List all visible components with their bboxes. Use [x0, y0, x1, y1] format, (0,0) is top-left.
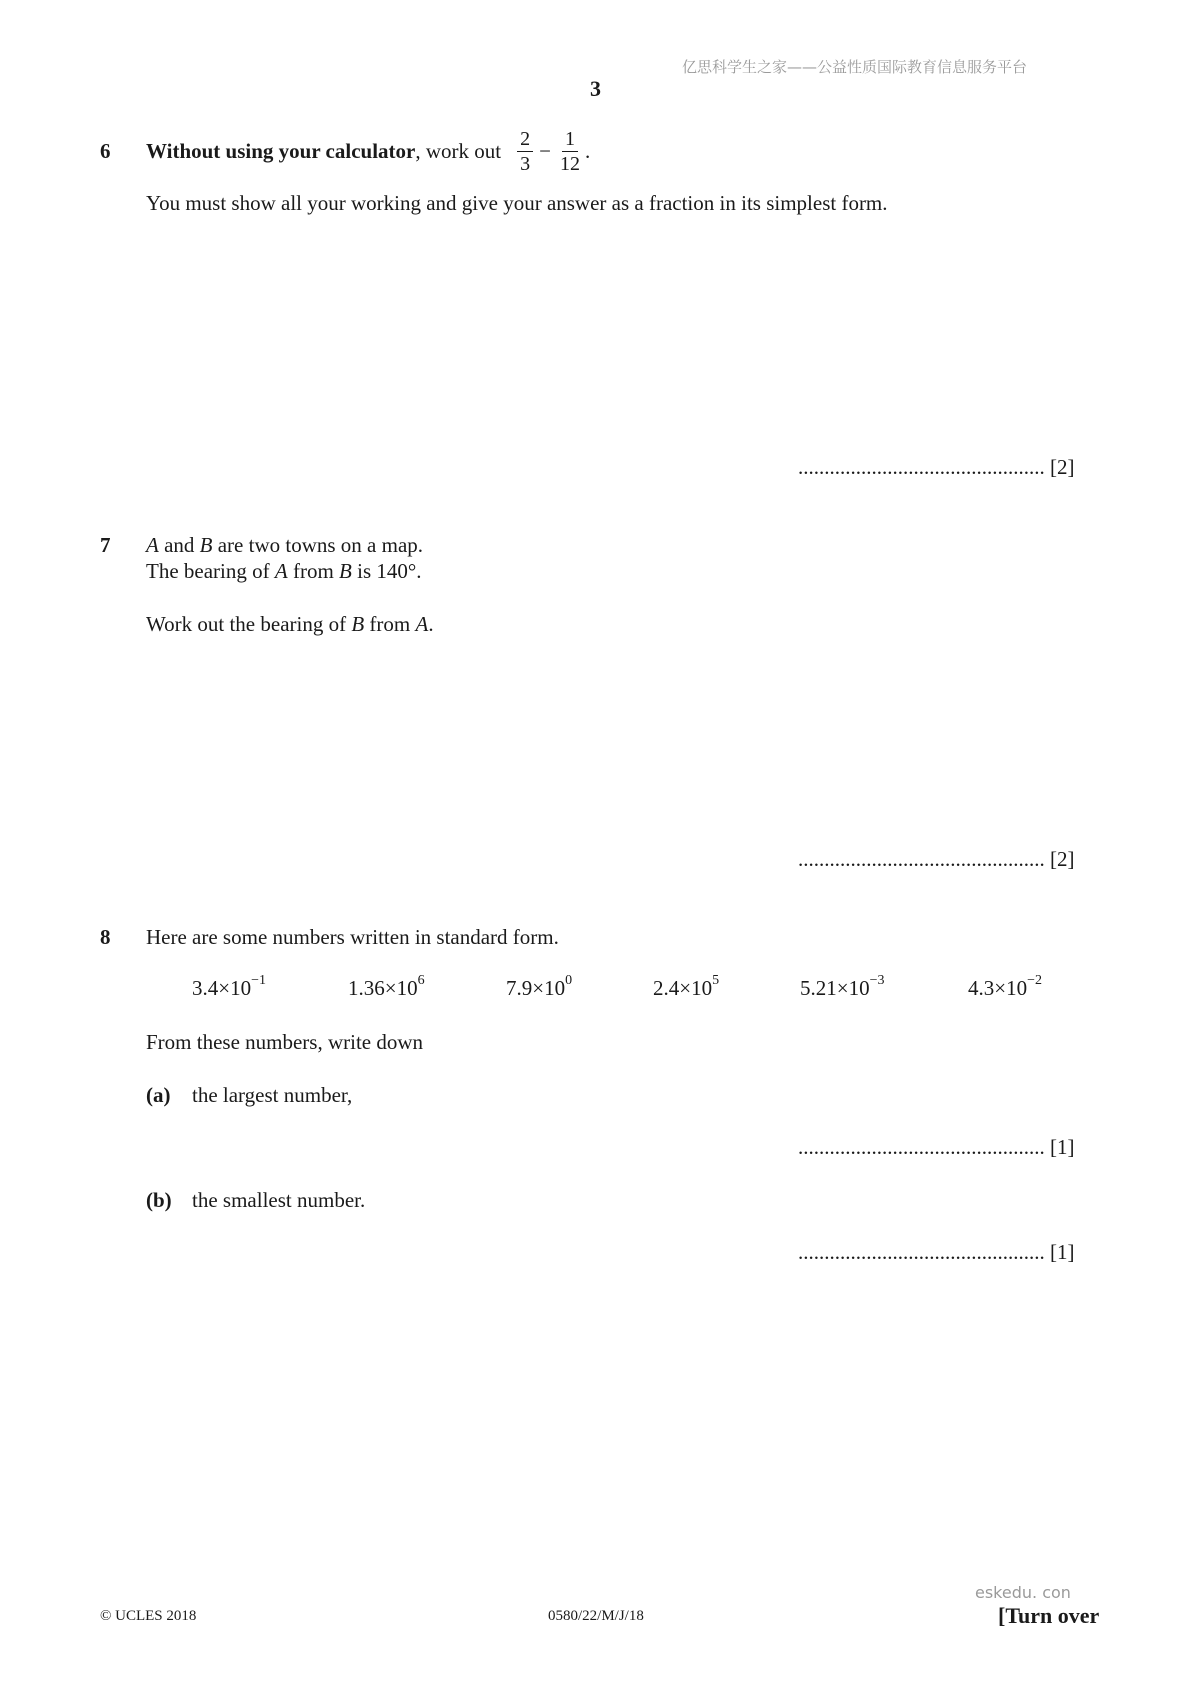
times-sign: ×: [679, 976, 692, 1000]
question-8-intro: Here are some numbers written in standard form.: [146, 925, 559, 949]
fraction-denominator: 12: [559, 152, 580, 175]
times-sign: ×: [218, 976, 231, 1000]
text: The bearing of: [146, 559, 275, 583]
q6-period: .: [584, 138, 591, 163]
marks: [2]: [1050, 455, 1075, 479]
exponent: −3: [869, 973, 885, 988]
question-6-number: 6: [100, 139, 111, 163]
text: from: [364, 612, 416, 636]
text: are two towns on a map.: [212, 533, 424, 557]
base: 10: [230, 976, 252, 1000]
times-sign: ×: [836, 976, 849, 1000]
town-a: A: [415, 612, 429, 636]
question-6-instruction: You must show all your working and give your answer as a fraction in its simplest form.: [146, 191, 888, 215]
standard-form-number: [506, 973, 573, 1001]
town-a: A: [146, 533, 159, 557]
standard-form-number: [653, 973, 720, 1001]
q8a-answer-line[interactable]: [798, 1135, 1075, 1160]
times-sign: ×: [532, 976, 545, 1000]
label: (a): [146, 1083, 171, 1107]
text: and: [158, 533, 200, 557]
answer-dots: ...............................................: [798, 455, 1045, 479]
standard-form-number: [348, 973, 425, 1001]
minus-sign: −: [539, 138, 551, 163]
mantissa: 7.9: [506, 976, 533, 1000]
paper-code: 0580/22/M/J/18: [548, 1608, 644, 1624]
q8b-answer-line[interactable]: [798, 1240, 1075, 1265]
q6-bold-lead: Without using your calculator: [146, 138, 416, 163]
question-6-prompt: [146, 126, 590, 176]
label: (b): [146, 1188, 172, 1212]
question-8-number: 8: [100, 925, 111, 949]
exponent: 5: [712, 973, 720, 988]
town-b: B: [199, 533, 213, 557]
standard-form-number: [800, 973, 885, 1001]
question-7-line-2: [146, 559, 422, 584]
fraction-denominator: 3: [520, 152, 531, 175]
fraction-one-twelfth: [557, 129, 583, 174]
base: 10: [396, 976, 418, 1000]
mantissa: 4.3: [968, 976, 995, 1000]
part-b-text: the smallest number.: [192, 1188, 366, 1212]
marks: [1]: [1050, 1135, 1075, 1159]
fraction-numerator: 2: [517, 129, 533, 152]
text: is 140°.: [351, 559, 422, 583]
exponent: 0: [565, 973, 573, 988]
standard-form-number: [968, 973, 1042, 1001]
town-b: B: [351, 612, 365, 636]
q6-rest: , work out: [415, 138, 502, 163]
fraction-numerator: 1: [562, 129, 578, 152]
question-7-number: 7: [100, 533, 111, 557]
base: 10: [1006, 976, 1028, 1000]
base: 10: [691, 976, 713, 1000]
mantissa: 3.4: [192, 976, 219, 1000]
standard-form-number: [192, 973, 266, 1001]
text: .: [428, 612, 434, 636]
question-8-prompt: From these numbers, write down: [146, 1030, 424, 1054]
q7-answer-line[interactable]: [798, 847, 1075, 872]
mantissa: 2.4: [653, 976, 680, 1000]
q6-answer-line[interactable]: [798, 455, 1075, 480]
text: Work out the bearing of: [146, 612, 352, 636]
exponent: 6: [417, 973, 425, 988]
town-b: B: [339, 559, 352, 583]
question-7-line-3: [146, 612, 434, 637]
exponent: −1: [251, 973, 266, 988]
watermark-header: 亿思科学生之家——公益性质国际教育信息服务平台: [682, 58, 1028, 76]
watermark-footer: eskedu. con: [975, 1583, 1071, 1602]
mantissa: 1.36: [348, 976, 385, 1000]
page-number: 3: [590, 76, 601, 101]
marks: [2]: [1050, 847, 1075, 871]
answer-dots: ...............................................: [798, 847, 1045, 871]
times-sign: ×: [384, 976, 397, 1000]
exponent: −2: [1027, 973, 1042, 988]
copyright: © UCLES 2018: [100, 1608, 197, 1624]
town-a: A: [274, 559, 288, 583]
times-sign: ×: [994, 976, 1007, 1000]
turn-over: [Turn over: [998, 1603, 1100, 1628]
answer-dots: ...............................................: [798, 1135, 1045, 1159]
fraction-two-thirds: [517, 129, 533, 174]
part-a-text: the largest number,: [192, 1083, 353, 1107]
part-b-label: [146, 1188, 172, 1213]
answer-dots: ...............................................: [798, 1240, 1045, 1264]
text: from: [287, 559, 340, 583]
marks: [1]: [1050, 1240, 1075, 1264]
base: 10: [848, 976, 870, 1000]
base: 10: [544, 976, 566, 1000]
question-7-line-1: [146, 533, 423, 558]
mantissa: 5.21: [800, 976, 837, 1000]
part-a-label: [146, 1083, 171, 1108]
